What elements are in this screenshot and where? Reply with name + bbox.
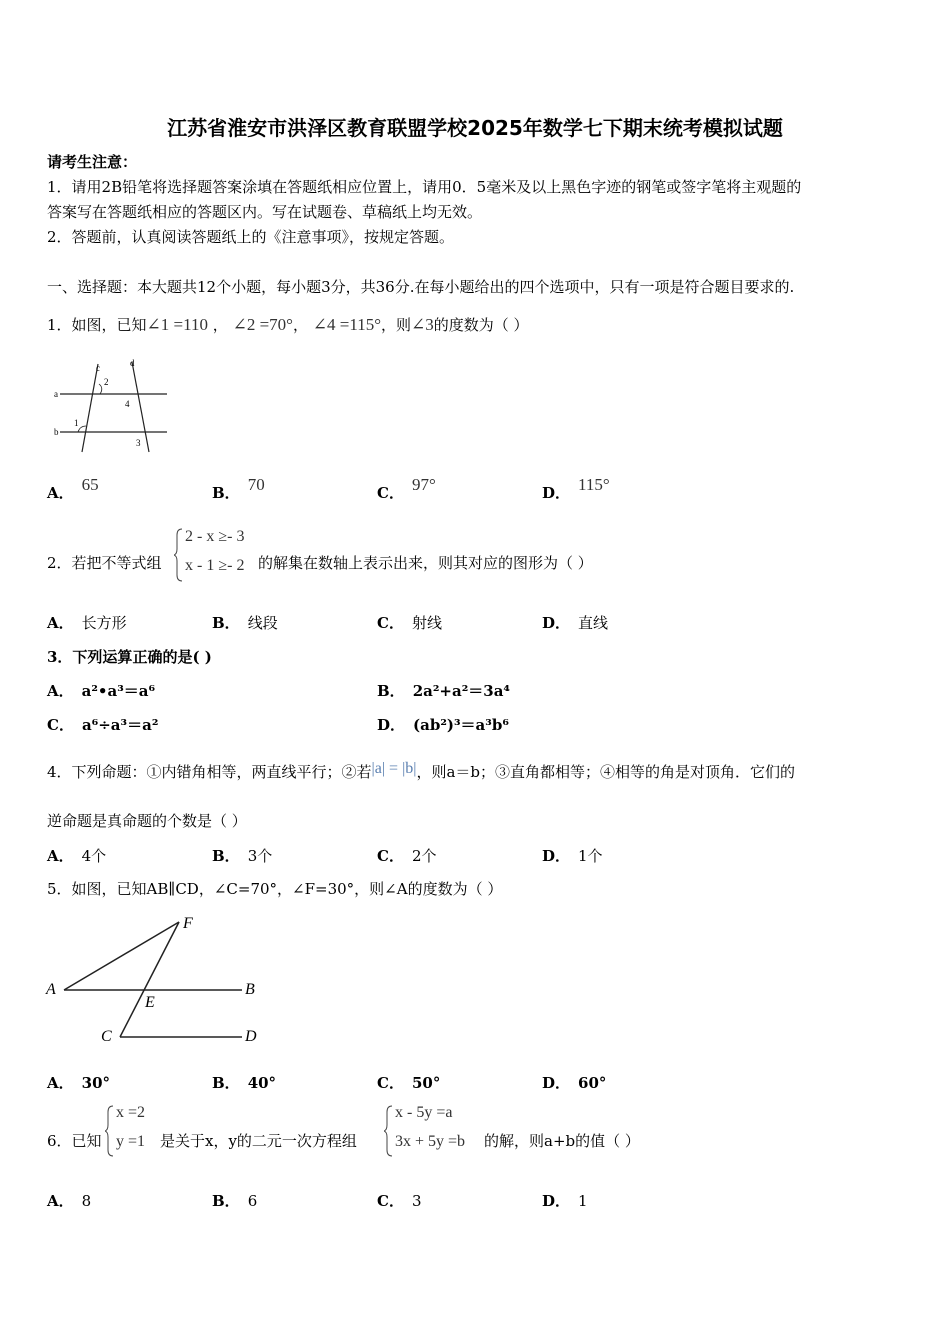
q6-brace1	[105, 1104, 115, 1158]
q6-sys2-eq2: 3x + 5y =b	[395, 1133, 466, 1150]
q4-option-a-text: 4个	[81, 847, 107, 865]
page-title: 江苏省淮安市洪泽区教育联盟学校2025年数学七下期末统考模拟试题	[167, 116, 783, 140]
q2-option-c[interactable]	[377, 612, 442, 633]
q1-sep1: ，	[212, 316, 228, 334]
notice-line2: 2．答题前，认真阅读答题纸上的《注意事项》，按规定答题。	[47, 228, 455, 246]
q6-option-b-text: 6	[247, 1192, 258, 1210]
q4-option-a-letter: A．	[47, 847, 74, 865]
q1-cond4: ∠3	[411, 315, 434, 334]
q4-part2: ，则a＝b；③直角都相等；④相等的角是对顶角．它们的	[416, 763, 796, 781]
q3-option-d[interactable]	[377, 714, 509, 735]
q3-option-c[interactable]	[47, 714, 158, 735]
q5-stem: 5．如图，已知AB∥CD，∠C=70°，∠F=30°，则∠A的度数为（ ）	[47, 880, 503, 898]
q6-option-d[interactable]	[542, 1190, 588, 1211]
fig5-label-f: F	[183, 915, 193, 932]
line-c	[82, 364, 98, 452]
q1-cond3: ∠4 =115°	[312, 315, 382, 334]
q2-option-d-letter: D．	[542, 614, 571, 632]
q4-option-b-text: 3个	[247, 847, 273, 865]
q1-option-d-letter: D．	[542, 484, 571, 502]
q5-option-b-text: 40°	[247, 1074, 277, 1092]
q5-option-d-letter: D．	[542, 1074, 571, 1092]
q5-option-a-letter: A．	[47, 1074, 74, 1092]
q5-option-c[interactable]	[377, 1072, 440, 1093]
q1-suffix: 的度数为（ ）	[433, 316, 529, 334]
q2-option-d[interactable]	[542, 612, 608, 633]
q2-option-c-letter: C．	[377, 614, 404, 632]
q1-option-d-text: 115°	[578, 475, 610, 494]
q6-option-b-letter: B．	[212, 1192, 240, 1210]
fig1-label-a: a	[54, 389, 58, 399]
q3-option-c-text: a⁶÷a³＝a²	[81, 716, 159, 734]
notice-line1b: 答案写在答题纸相应的答题区内。写在试题卷、草稿纸上均无效。	[47, 203, 483, 221]
q1-option-b-letter: B．	[212, 484, 240, 502]
fig1-label-4: 4	[125, 399, 130, 409]
q3-stem: 3．下列运算正确的是( )	[47, 648, 212, 666]
q5-option-d[interactable]	[542, 1072, 606, 1093]
q4-option-b[interactable]	[212, 845, 272, 866]
q2-option-c-text: 射线	[411, 614, 442, 632]
fig1-label-b: b	[54, 427, 59, 437]
q1-cond2: ∠2 =70°	[232, 315, 293, 334]
q2-option-a[interactable]	[47, 612, 127, 633]
q1-option-d[interactable]	[542, 475, 610, 503]
q3-option-a[interactable]	[47, 680, 155, 701]
q4-stem-line2: 逆命题是真命题的个数是（ ）	[47, 812, 247, 830]
q6-option-c-letter: C．	[377, 1192, 404, 1210]
q6-option-c[interactable]	[377, 1190, 422, 1211]
q1-option-a-text: 65	[81, 475, 99, 494]
q6-suffix: 的解，则a+b的值（ ）	[484, 1132, 640, 1150]
q4-option-d-text: 1个	[578, 847, 603, 865]
q5-option-c-text: 50°	[411, 1074, 441, 1092]
q2-option-b-letter: B．	[212, 614, 240, 632]
q6-option-a[interactable]	[47, 1190, 91, 1211]
q2-brace	[174, 527, 184, 583]
q2-ineq1: 2 - x ≥- 3	[185, 528, 245, 545]
q5-option-a-text: 30°	[81, 1074, 111, 1092]
q2-option-b-text: 线段	[247, 614, 278, 632]
fig5-label-c: C	[101, 1028, 112, 1045]
q4-part1: 4．下列命题：①内错角相等，两直线平行；②若	[47, 763, 372, 781]
q4-option-d[interactable]	[542, 845, 603, 866]
q2-option-a-letter: A．	[47, 614, 74, 632]
q5-option-b[interactable]	[212, 1072, 276, 1093]
q1-prefix: 1．如图，已知	[47, 316, 147, 334]
q5-option-c-letter: C．	[377, 1074, 404, 1092]
q2-prefix: 2．若把不等式组	[47, 554, 162, 572]
line-d	[132, 362, 149, 452]
q2-option-b[interactable]	[212, 612, 278, 633]
q2-suffix: 的解集在数轴上表示出来，则其对应的图形为（ ）	[258, 554, 593, 572]
fig5-label-b: B	[245, 981, 255, 998]
fig5-label-a: A	[46, 981, 56, 998]
q3-option-b[interactable]	[377, 680, 510, 701]
section-heading: 一、选择题：本大题共12个小题，每小题3分，共36分.在每小题给出的四个选项中，只有一项是符合题目要求的.	[47, 278, 795, 296]
q4-option-b-letter: B．	[212, 847, 240, 865]
q3-option-a-letter: A．	[47, 682, 74, 700]
q6-option-b[interactable]	[212, 1190, 257, 1211]
q5-figure	[42, 910, 272, 1050]
q6-option-a-letter: A．	[47, 1192, 74, 1210]
q6-brace2	[384, 1104, 394, 1158]
q4-abs-expr: |a| = |b|	[371, 760, 417, 777]
q1-cond1: ∠1 =110	[146, 315, 208, 334]
q1-option-b[interactable]	[212, 475, 265, 503]
notice-line1: 1．请用2B铅笔将选择题答案涂填在答题纸相应位置上，请用0．5毫米及以上黑色字迹的钢笔或签字笔将主观题的	[47, 178, 802, 196]
q1-option-a[interactable]	[47, 475, 99, 503]
q2-option-a-text: 长方形	[81, 614, 127, 632]
q1-option-a-letter: A．	[47, 484, 74, 502]
q4-option-a[interactable]	[47, 845, 106, 866]
q6-sys2-eq1: x - 5y =a	[395, 1104, 453, 1121]
q3-option-b-letter: B．	[377, 682, 405, 700]
q3-option-d-text: (ab²)³＝a³b⁶	[413, 716, 509, 734]
q6-option-a-text: 8	[81, 1192, 92, 1210]
notice-heading: 请考生注意：	[47, 153, 138, 171]
fig5-label-d: D	[245, 1028, 257, 1045]
q2-option-d-text: 直线	[578, 614, 609, 632]
q3-option-b-text: 2a²+a²＝3a⁴	[412, 682, 510, 700]
q1-option-c-text: 97°	[411, 475, 436, 494]
q5-option-d-text: 60°	[578, 1074, 607, 1092]
q3-option-d-letter: D．	[377, 716, 406, 734]
q1-option-c-letter: C．	[377, 484, 404, 502]
q3-option-c-letter: C．	[47, 716, 74, 734]
q1-mid: ，则	[381, 316, 412, 334]
q1-stem	[47, 315, 529, 335]
fig1-label-1: 1	[74, 418, 79, 428]
fig1-label-c: c	[96, 363, 100, 373]
q1-sep2: ，	[292, 316, 308, 334]
q5-option-a[interactable]	[47, 1072, 110, 1093]
q6-mid: 是关于x，y的二元一次方程组	[160, 1132, 357, 1150]
q1-option-c[interactable]	[377, 475, 436, 503]
fig1-label-d: d	[130, 358, 135, 368]
q4-option-d-letter: D．	[542, 847, 571, 865]
q4-option-c-letter: C．	[377, 847, 404, 865]
q4-stem-line1	[47, 762, 795, 783]
q2-ineq2: x - 1 ≥- 2	[185, 557, 245, 574]
fig5-label-e: E	[145, 994, 155, 1011]
q4-option-c[interactable]	[377, 845, 437, 866]
q3-option-a-text: a²•a³＝a⁶	[81, 682, 156, 700]
q6-option-d-text: 1	[578, 1192, 588, 1210]
fig1-label-3: 3	[136, 438, 141, 448]
q6-option-d-letter: D．	[542, 1192, 571, 1210]
q5-option-b-letter: B．	[212, 1074, 240, 1092]
q6-sys1-eq2: y =1	[116, 1133, 146, 1150]
q6-prefix: 6．已知	[47, 1132, 102, 1150]
fig1-label-2: 2	[104, 377, 109, 387]
q4-option-c-text: 2个	[411, 847, 437, 865]
q6-sys1-eq1: x =2	[116, 1104, 146, 1121]
q1-option-b-text: 70	[247, 475, 265, 494]
q6-option-c-text: 3	[411, 1192, 422, 1210]
q1-figure	[52, 356, 172, 456]
